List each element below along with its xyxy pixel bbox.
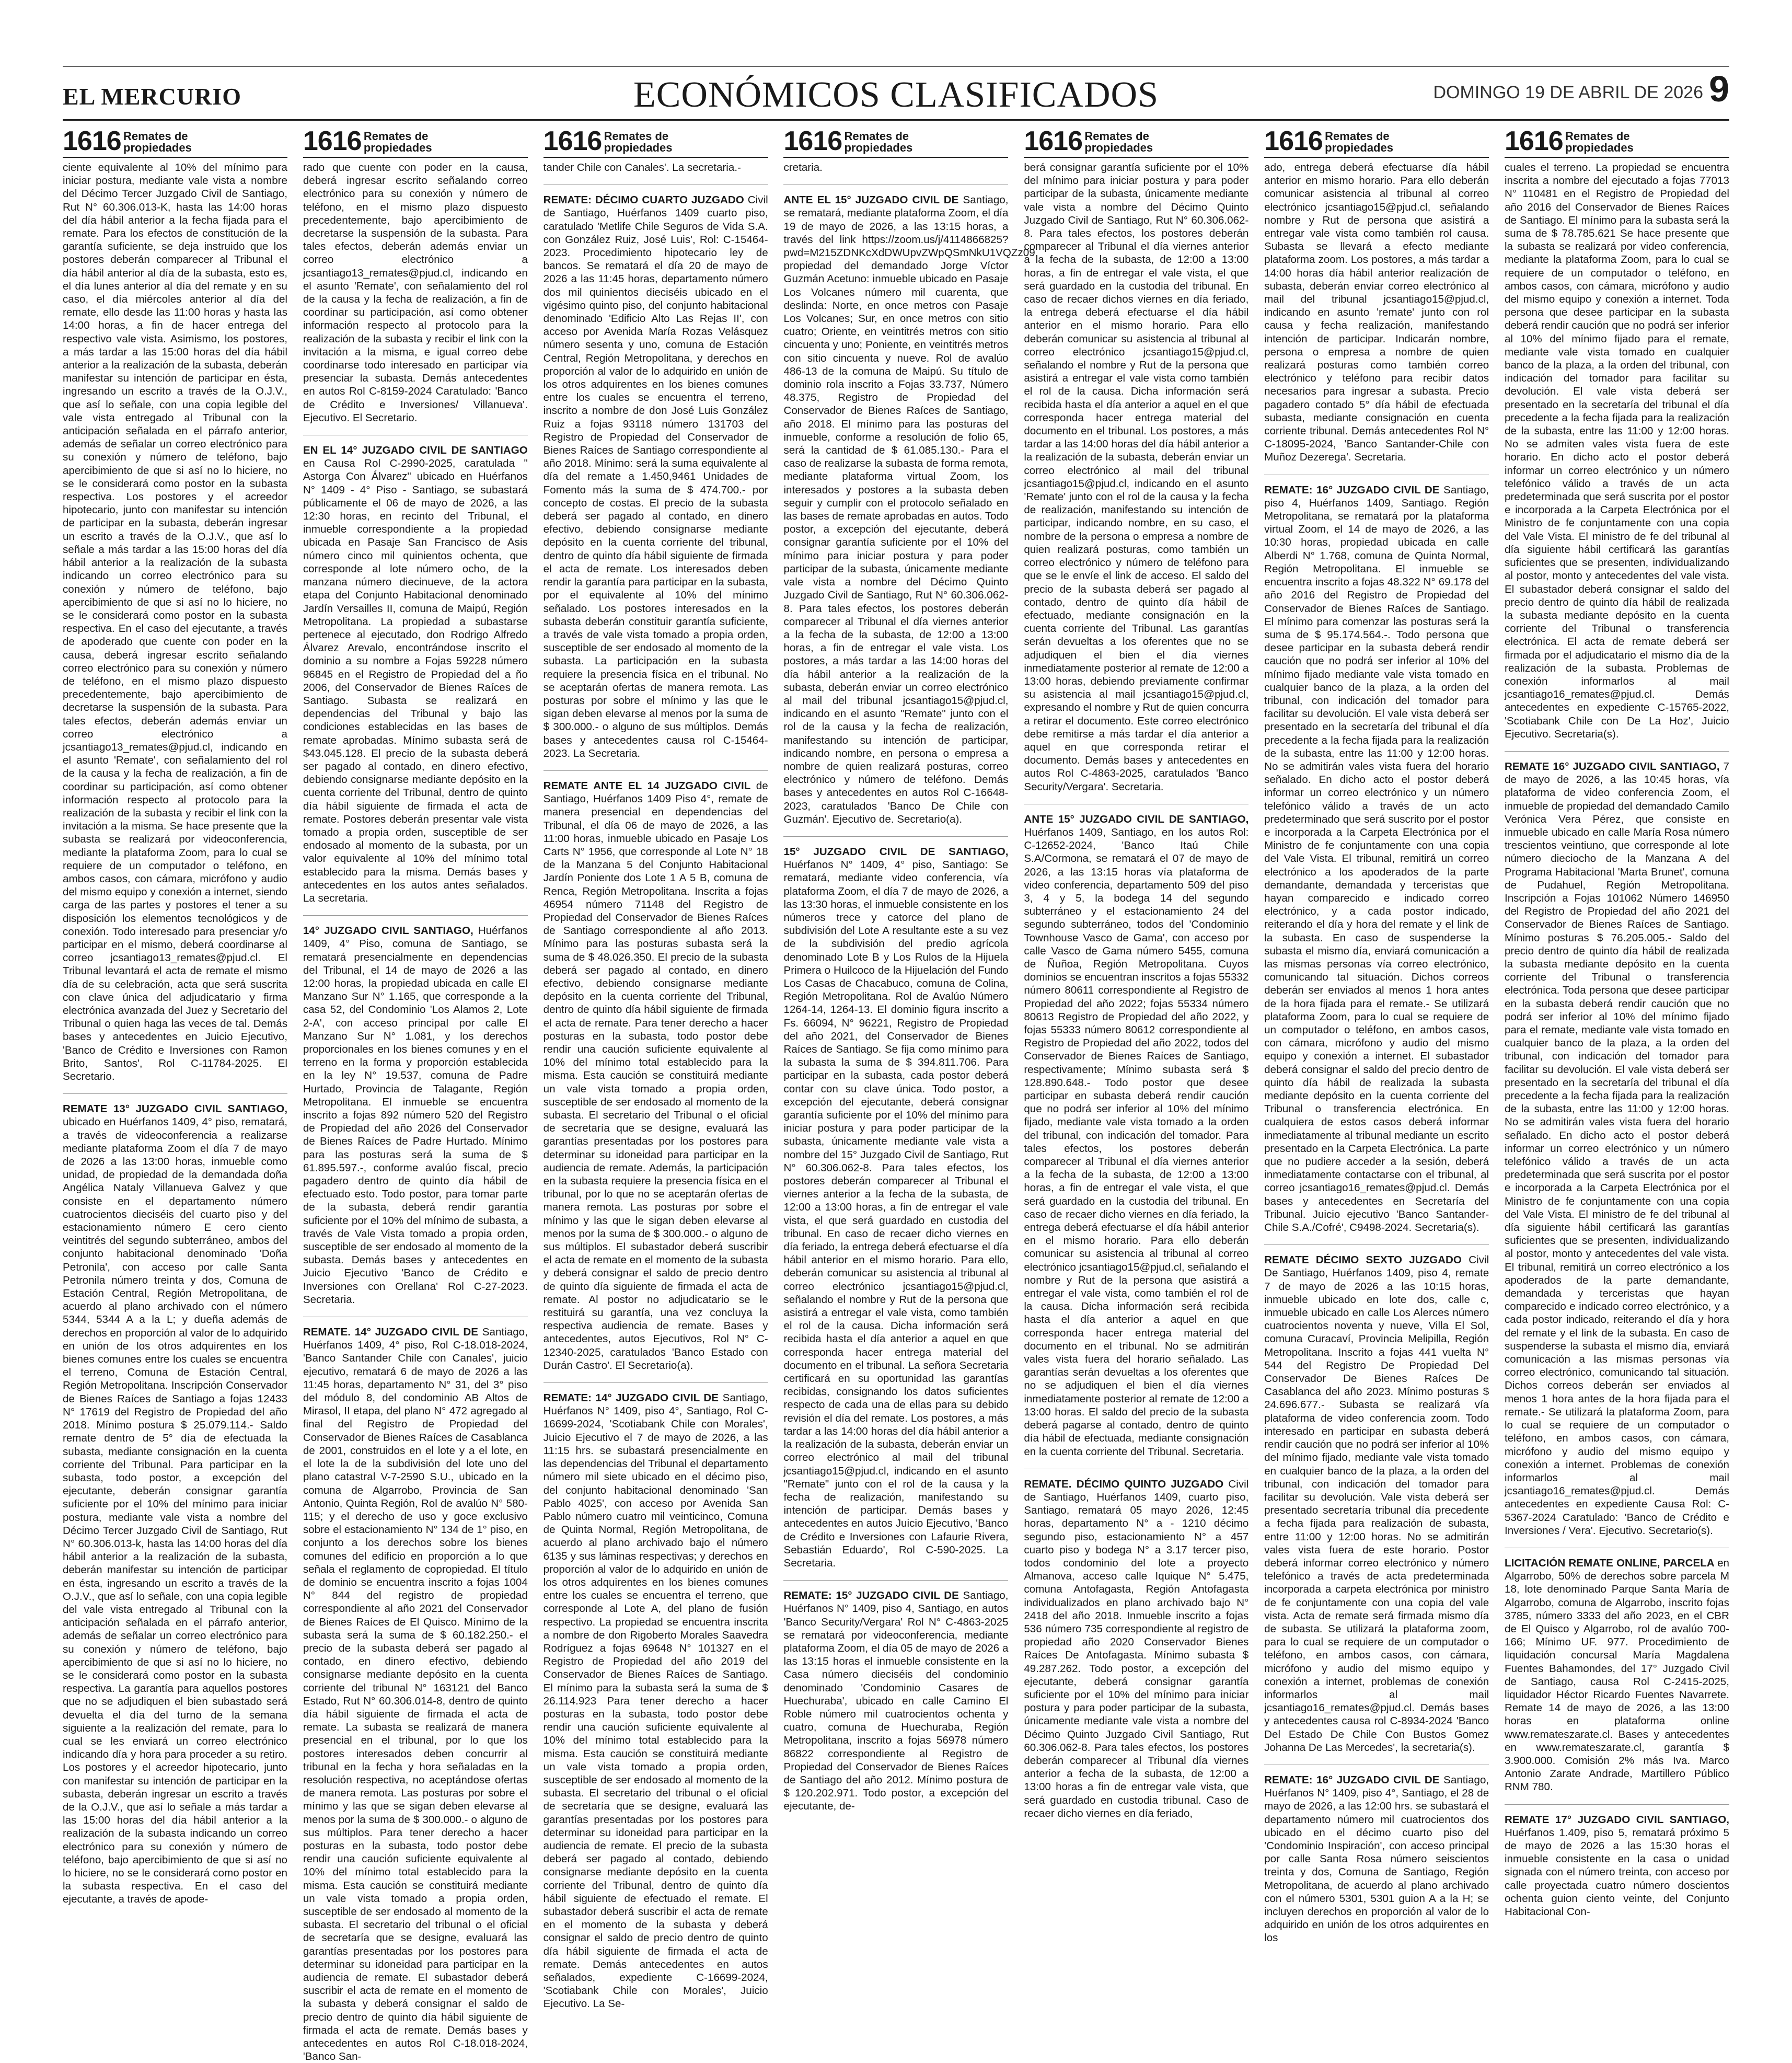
category-number: 1616	[1024, 126, 1083, 156]
classified-ad	[1505, 760, 1729, 1537]
ad-body: rado que cuente con poder en la causa, deberá ingresar escrito señalando correo electrónico para su conexión y número de teléfono, en el mismo plazo dispuesto precedentemente, bajo apercibimiento de decretarse la suspensión de la subasta. Para tales efectos, deberán además enviar un correo electrónico a jcsantiago13_remates@pjud.cl, indicando en el asunto 'Remate', con señalamiento del rol de la causa y la fecha de realización, a fin de coordinar su participación, así como obtener información respecto al protocolo para la realización de la subasta y recibir el link con la invitación a la misma, e igual correo debe coordinarse todo interesado en participar vía presenciar la subasta. Demás antecedentes en autos Rol C-8159-2024 Caratulado: 'Banco de Crédito e Inversiones/ Villanueva'. Ejecutivo. El Secretario.	[303, 162, 528, 424]
classified-ad	[1505, 1557, 1729, 1794]
ad-separator	[1264, 1244, 1489, 1245]
classified-ad	[1264, 1773, 1489, 1945]
masthead: EL MERCURIO	[63, 83, 241, 110]
ad-lead: LICITACIÓN REMATE ONLINE, PARCELA	[1504, 1557, 1718, 1569]
ad-lead: REMATE: 16° JUZGADO CIVIL DE	[1264, 1773, 1444, 1786]
ad-lead: REMATE. DÉCIMO QUINTO JUZGADO	[1024, 1478, 1229, 1490]
classified-ad	[1264, 1253, 1489, 1754]
ad-body: Civil de Santiago, Huérfanos 1409, cuarto piso, Santiago, rematará 05 mayo 2026, 12:45 horas, departamento N° a - 1210 décimo segundo piso, estacionamiento N° a 457 cuarto piso y bodega N° a 3.17 tercer piso, todos condominio del lote a proyecto Almanova, acceso calle Iquique N° 5.475, comuna Antofagasta, Región Antofagasta individualizados en plano archivado bajo N° 2418 del año 2018. Inmueble inscrito a fojas 536 número 735 correspondiente al registro de propiedad año 2020 Conservador Bienes Raíces De Antofagasta. Mínimo subasta $ 49.287.262. Todo postor, a excepción del ejecutante, deberá consignar garantía suficiente por el 10% del mínimo para iniciar postura y para poder participar de la subasta, únicamente mediante vale vista a nombre del Décimo Quinto Juzgado Civil Santiago, Rut 60.306.062-8. Para tales efectos, los postores deberán comparecer al Tribunal día viernes anterior a fecha de la subasta, de 12:00 a 13:00 horas a fin de entregar vale vista, que será guardado en custodia tribunal. Caso de recaer dicho viernes en día feriado,	[1024, 1478, 1249, 1819]
classified-column	[783, 126, 1038, 1905]
classified-column	[543, 126, 768, 2010]
ad-body: Santiago, se rematará, mediante plataforma Zoom, el día 19 de mayo de 2026, a las 13:15 horas, a través del link https://zoom.us/j/4114866825? pwd=M215ZDNKcXdDWUpvZWpQSmNkU1VQZz09, propiedad del demandado Jorge Víctor Guzmán Acetuno: inmueble ubicado en Pasaje Los Volcanes número mil cuarenta, que deslinda: Norte, en once metros con Pasaje Los Volcanes; Sur, en once metros con sitio cuatro; Oriente, en veintitrés metros con sitio cincuenta y uno; Poniente, en veintitrés metros con sitio cincuenta y nueve. Rol de avalúo 486-13 de la comuna de Maipú. Su título de dominio rola inscrito a Fojas 33.737, Número 48.375, Registro de Propiedad del Conservador de Bienes Raíces de Santiago, año 2018. El mínimo para las posturas del inmueble, conforme a resolución de folio 65, será la cantidad de $ 61.085.130.- Para el caso de realizarse la subasta de forma remota, mediante plataforma virtual Zoom, los interesados y postores a la subasta deben seguir y cumplir con el protocolo señalado en las bases de remate aprobadas en autos. Todo postor, a excepción del ejecutante, deberá consignar garantía suficiente por el 10% del mínimo para iniciar postura y para poder participar de la subasta, únicamente mediante vale vista a nombre del Décimo Quinto Juzgado Civil de Santiago, Rut N° 60.306.062-8. Para tales efectos, los postores deberán comparecer al Tribunal el día viernes anterior a la fecha de la subasta, de 12:00 a 13:00 horas, a fin de entregar el vale vista. Los postores, a más tardar a las 14:00 horas del día hábil anterior a la realización de la subasta, deberán enviar un correo electrónico al mail del tribunal jcsantiago15@pjud.cl, indicando en el asunto "Remate" junto con el rol de la causa y la fecha de realización, manifestando su intención de participar, indicando nombre, en persona o empresa a nombre de quien realizará posturas, correo electrónico y número de teléfono. Demás bases y antecedentes en autos Rol C-16648-2023, caratulados 'Banco De Chile con Guzmán'. Ejecutivo de. Secretario(a).	[783, 194, 1038, 825]
classified-ad	[1264, 483, 1489, 1235]
ad-lead: 15° JUZGADO CIVIL DE SANTIAGO,	[783, 845, 1009, 858]
ad-body: Santiago, Huérfanos N° 1409, piso 4, Santiago, en autos 'Banco Security/Vergara' Rol N° C-4863-2025 se rematará por videoconferencia, mediante plataforma Zoom, el día 05 de mayo de 2026 a las 13:15 horas el inmueble consistente en la Casa número dieciséis del condominio denominado 'Condominio Casares de Huechuraba', ubicado en calle Camino El Roble número mil cuatrocientos ochenta y cuatro, comuna de Huechuraba, Región Metropolitana, inscrito a fojas 56978 número 86822 correspondiente al Registro de Propiedad del Conservador de Bienes Raíces de Santiago del año 2012. Mínimo postura de $ 120.202.971. Todo postor, a excepción del ejecutante, de-	[783, 1589, 1009, 1813]
classified-ad	[783, 845, 1008, 1570]
ad-body: berá consignar garantía suficiente por el 10% del mínimo para iniciar postura y para poder participar de la subasta, únicamente mediante vale vista a nombre del Décimo Quinto Juzgado Civil de Santiago, Rut N° 60.306.062-8. Para tales efectos, los postores deberán comparecer al Tribunal el día viernes anterior a la fecha de la subasta, de 12:00 a 13:00 horas, a fin de entregar el vale vista, el que será guardado en la custodia del tribunal. En caso de recaer dichos viernes en día feriado, la entrega deberá efectuarse el día hábil anterior en el mismo horario. Para ello deberán comunicar su asistencia al tribunal al correo electrónico jcsantiago15@pjud.cl, señalando el nombre y Rut de la persona que asistirá a entregar el vale vista como también el rol de la causa. Dicha información será recibida hasta el día anterior a aquel en el que corresponda hacer entrega material del documento en el tribunal. Los postores, a más tardar a las 14:00 horas del día hábil anterior a la realización de la subasta, deberán enviar un correo electrónico al mail del tribunal jcsantiago15@pjud.cl, indicando en el asunto 'Remate' junto con el rol de la causa y la fecha de realización, manifestando su intención de participar, indicando nombre, en su caso, el nombre de la persona o empresa a nombre de quien realizará posturas, como también un correo electrónico y número de teléfono para que se le envíe el link de acceso. El saldo del precio de la subasta deberá ser pagado al contado, dentro de quinto día hábil de efectuado, mediante consignación en la cuenta corriente del Tribunal. Las garantías serán devueltas a los oferentes que no se adjudiquen el bien el día viernes inmediatamente posterior al remate de 12:00 a 13:00 horas, debiendo previamente confirmar su asistencia al mail jcsantiago15@pjud.cl, expresando el nombre y Rut de quien concurra a retirar el documento. Este correo electrónico debe remitirse a más tardar el día anterior a aquel en que corresponda retirar el documento. Demás bases y antecedentes en autos Rol C-4863-2025, caratulados 'Banco Security/Vergara'. Secretaria.	[1024, 162, 1249, 793]
ad-separator	[1505, 751, 1729, 752]
ad-body: Civil De Santiago, Huérfanos 1409, piso 4, remate 7 de mayo de 2026 a las 10:15 horas, inmueble ubicado en lote dos, calle c, inmueble ubicado en calle Los Alerces número cuatrocientos noventa y nueve, Villa El Sol, comuna Curacaví, Provincia Melipilla, Región Metropolitana. Inscrito a fojas 441 vuelta N° 544 del Registro De Propiedad Del Conservador De Bienes Raíces De Casablanca del año 2023. Mínimo posturas $ 24.696.677.- Subasta se realizará vía plataforma de video conferencia zoom. Todo interesado en participar en subasta deberá rendir caución que no podrá ser inferior al 10% del mínimo fijado, mediante vale vista tomado en cualquier banco de la plaza, a la orden del tribunal, con indicación del tomador para facilitar su devolución. Vale vista deberá ser presentado secretaría tribunal día precedente a fecha fijada para realización de subasta, entre 11:00 y 12:00 horas. No se admitirán vales vista fuera de este horario. Postor deberá informar correo electrónico y número telefónico a través de acta predeterminada incorporada a carpeta electrónica por ministro de fe conjuntamente con una copia del vale vista. Acta de remate será firmada mismo día de subasta. Se utilizará la plataforma zoom, para lo cual se requiere de un computador o teléfono, en ambos casos, con cámara, micrófono y audio del mismo equipo y conexión a internet, problemas de conexión informarlos al mail jcsantiago16_remates@pjud.cl. Demás bases y antecedentes causa rol C-8934-2024 'Banco Del Estado De Chile Con Bustos Gomez Johanna De Las Mercedes', la secretaria(s).	[1264, 1254, 1489, 1754]
classified-column	[1264, 126, 1489, 1944]
classified-column	[1024, 128, 1248, 1905]
classifieds-columns	[63, 126, 1729, 2063]
category-title: Remates de propiedades	[1325, 130, 1393, 154]
classified-ad	[783, 193, 1038, 826]
ad-lead: REMATE ANTE EL 14 JUZGADO CIVIL	[543, 779, 756, 792]
category-title: Remates de propiedades	[1565, 130, 1634, 154]
classified-ad	[544, 1391, 768, 2011]
ad-body: cuales el terreno. La propiedad se encuentra inscrita a nombre del ejecutado a fojas 77013 N° 110481 en el Registro de Propiedad del año 2016 del Conservador de Bienes Raíces de Santiago. El mínimo para la subasta será la suma de $ 78.785.621 Se hace presente que la subasta se realizará por video conferencia, mediante la plataforma Zoom, para lo cual se requiere de un computador o teléfono, en ambos casos, con cámara, micrófono y audio del mismo equipo y conexión a internet. Toda persona que desee participar en la subasta deberá rendir caución que no podrá ser inferior al 10% del mínimo fijado para el remate, mediante vale vista tomado en cualquier banco de la plaza, a la orden del tribunal, con indicación del tomador para facilitar su devolución. El vale vista deberá ser presentado en la secretaría del tribunal el día precedente a la fecha fijada para la realización de la subasta, entre las 11:00 y 12:00 horas. No se admiten vales vista fuera de este horario. En dicho acto el postor deberá informar un correo electrónico y un número telefónico válido a través de un acta predeterminada que será suscrita por el postor e incorporada a la Carpeta Electrónica por el Ministro de fe conjuntamente con una copia del Vale Vista. El ministro de fe del tribunal al día siguiente hábil certificará las garantías suficientes que se presenten, individualizando al postor, monto y antecedentes del vale vista. El subastador deberá consignar el saldo del precio dentro de quinto día hábil de realizada la subasta mediante depósito en la cuenta corriente del Tribunal o transferencia electrónica. El acta de remate deberá ser firmada por el adjudicatario el mismo día de la realización de la subasta. Problemas de conexión informarlos al mail jcsantiago16_remates@pjud.cl. Demás antecedentes en expediente C-15765-2022, 'Scotiabank Chile con De La Hoz', Juicio Ejecutivo. Secretaria(s).	[1504, 162, 1729, 740]
classified-ad	[303, 924, 528, 1306]
page-header	[63, 62, 1729, 124]
ad-lead: REMATE: DÉCIMO CUARTO JUZGADO	[543, 194, 748, 206]
classified-ad	[303, 444, 528, 905]
category-heading	[63, 128, 287, 158]
ad-lead: REMATE 13° JUZGADO CIVIL SANTIAGO,	[63, 1103, 287, 1115]
ad-lead: REMATE 17° JUZGADO CIVIL SANTIAGO,	[1504, 1813, 1729, 1826]
category-heading	[544, 128, 768, 158]
classified-ad	[1505, 1813, 1729, 1919]
ad-body: Huérfanos 1409, 4° Piso, comuna de Santiago, se rematará presencialmente en dependencias del Tribunal, el 14 de mayo de 2026 a las 12:00 horas, la propiedad ubicada en calle El Manzano Sur N° 1.165, que corresponde a la casa 52, del Condominio 'Los Alamos 2, Lote 2-A', con acceso principal por calle El Manzano Sur N° 1.081, y los derechos proporcionales en los bienes comunes y en el terreno en la forma y proporción establecida en la ley N° 19.537, comuna de Padre Hurtado, Provincia de Talagante, Región Metropolitana. El inmueble se encuentra inscrito a fojas 892 número 520 del Registro de Propiedad del año 2026 del Conservador de Bienes Raíces de Padre Hurtado. Mínimo para las posturas será la suma de $ 61.895.597.-, conforme avalúo fiscal, precio pagadero dentro de quinto día hábil de efectuado esto. Todo postor, para tomar parte de la subasta, deberá rendir garantía suficiente por el 10% del mínimo de subasta, a través de Vale Vista tomado a propia orden, susceptible de ser endosado al momento de la subasta. Demás bases y antecedentes en Juicio Ejecutivo 'Banco de Crédito e Inversiones con Orellana' Rol C-27-2023. Secretaria.	[303, 925, 528, 1306]
category-number: 1616	[543, 126, 602, 156]
ad-body: Santiago, piso 4, Huérfanos 1409, Santiago. Región Metropolitana, se rematará por la plataforma virtual Zoom, el 14 de mayo de 2026, a las 10:30 horas, propiedad ubicada en calle Alberdi N° 1.768, comuna de Quinta Normal, Región Metropolitana. El inmueble se encuentra inscrito a fojas 48.322 N° 69.178 del año 2016 del Registro de Propiedad del Conservador de Bienes Raíces de Santiago. El mínimo para comenzar las posturas será la suma de $ 95.174.564.-. Todo persona que desee participar en la subasta deberá rendir caución que no podrá ser inferior al 10% del mínimo fijado mediante vale vista tomado en cualquier banco de la plaza, a la orden del tribunal, con indicación del tomador para facilitar su devolución. El vale vista deberá ser presentado en la secretaría del tribunal el día precedente a la fecha fijada para la realización de la subasta, entre las 11:00 y 12:00 horas. No se admitirán vales vista fuera del horario señalado. En dicho acto el postor deberá informar un correo electrónico y un número telefónico válido a través de un acto predeterminado que será suscrito por el postor e incorporada a la Carpeta Electrónica por el Ministro de fe conjuntamente con una copia del Vale Vista. El tribunal, remitirá un correo electrónico a los apoderados de la parte demandante, demandada y terceristas que hayan comparecido e indicado correo electrónico, y a cada postor indicado, reiterando el día y hora del remate y el link de la subasta. En caso de suspenderse la subasta el mismo día, enviará comunicación a las mismas personas vía correo electrónico, comunicando tal situación. Dichos correos deberán ser enviados al menos 1 hora antes de la hora fijada para el remate.- Se utilizará plataforma Zoom, para lo cual se requiere de un computador o teléfono, en ambos casos, con cámara, micrófono y audio del mismo equipo y conexión a internet. El subastador deberá consignar el saldo del precio dentro de quinto día hábil de realizada la subasta mediante depósito en la cuenta corriente del Tribunal o transferencia electrónica. En cualquiera de estos casos deberá informar inmediatamente al tribunal mediante un escrito presentado en la Carpeta Electrónica. La parte que no pudiere acceder a la sesión, deberá inmediatamente contactarse con el tribunal, al correo jcsantiago16_remates@pjud.cl. Demás bases y antecedentes en Secretaría del Tribunal. Juicio ejecutivo 'Banco Santander- Chile S.A./Cofré', C9498-2024. Secretaria(s).	[1264, 483, 1489, 1234]
ad-body: cretaria.	[783, 162, 823, 174]
ad-separator	[783, 836, 1008, 837]
ad-lead: REMATE 16° JUZGADO CIVIL SANTIAGO,	[1504, 760, 1724, 773]
classified-ad	[303, 161, 528, 424]
ad-body: ado, entrega deberá efectuarse día hábil anterior en mismo horario. Para ello deberán comunicar asistencia al tribunal al correo electrónico jcsantiago15@pjud.cl, señalando nombre y Rut de persona que asistirá a entregar vale vista como también rol causa. Subasta se llevará a efecto mediante plataforma zoom. Los postores, a más tardar a 14:00 horas día hábil anterior realización de subasta, deberán enviar correo electrónico al mail del tribunal jcsantiago15@pjud.cl, indicando en asunto 'remate' junto con rol causa y fecha realización, manifestando intención de participar. Indicarán nombre, persona o empresa a nombre de quien realizará posturas como también correo electrónico y teléfono para recibir datos necesarios para ingresar a subasta. Precio pagadero contado 5° día hábil de efectuada subasta, mediante consignación en cuenta corriente tribunal. Demás antecedentes Rol N° C-18095-2024, 'Banco Santander-Chile con Muñoz Dezerega'. Secretaria.	[1264, 162, 1489, 464]
ad-separator	[544, 1382, 768, 1383]
category-title: Remates de propiedades	[604, 130, 673, 154]
category-title: Remates de propiedades	[844, 130, 913, 154]
ad-lead: REMATE: 14° JUZGADO CIVIL DE	[543, 1392, 723, 1404]
classified-ad	[1024, 161, 1248, 793]
category-number: 1616	[63, 126, 121, 156]
category-heading	[1024, 128, 1248, 158]
ad-body: Civil de Santiago, Huérfanos 1409 cuarto piso, caratulado 'Metlife Chile Seguros de Vida S.A. con González Ruiz, José Luis', Rol: C-15464-2023. Procedimiento hipotecario ley de bancos. Se rematará el día 20 de mayo de 2026 a las 11:45 horas, departamento número dos mil quinientos dieciséis ubicado en el vigésimo quinto piso, del conjunto habitacional denominado 'Edificio Alto Las Rejas II', con acceso por Avenida María Rozas Velásquez número sesenta y uno, comuna de Estación Central, Región Metropolitana, y derechos en proporción al valor de lo adquirido en unión de los otros adquirentes en los bienes comunes entre los cuales se encuentra el terreno, inscrito a nombre de don José Luis González Ruiz a fojas 93118 número 131703 del Registro de Propiedad del Conservador de Bienes Raíces de Santiago correspondiente al año 2018. Mínimo: será la suma equivalente al día del remate a 1.450,9461 Unidades de Fomento más la suma de $ 474.700.- por concepto de costas. El precio de la subasta deberá ser pagado al contado, en dinero efectivo, debiendo consignarse mediante depósito en la cuenta corriente del tribunal, dentro de quinto día hábil siguiente de firmada el acta de remate. Los interesados deben rendir la garantía para participar en la subasta, por el equivalente al 10% del mínimo señalado. Los postores interesados en la subasta deberán constituir garantía suficiente, a través de vale vista tomado a propia orden, susceptible de ser endosado al momento de la subasta. La participación en la subasta requiere la presencia física en el tribunal. No se aceptarán ofertas de manera remota. Las posturas por sobre el mínimo y las que le sigan deben elevarse al menos por la suma de $ 300.000.- o alguno de sus múltiplos. Demás bases y antecedentes causa rol C-15464-2023. La Secretaria.	[543, 194, 768, 759]
ad-separator	[303, 915, 528, 916]
classified-ad	[303, 1326, 528, 2063]
ad-body: Huérfanos 1409, Santiago, en los autos Rol: C-12652-2024, 'Banco Itaú Chile S.A/Cormona, se rematará el 07 de mayo de 2026, a las 13:15 horas vía plataforma de video conferencia, departamento 509 del piso 3, 4 y 5, la bodega 14 del segundo subterráneo y el estacionamiento 24 del segundo subterráneo, todos del 'Condominio Townhouse Vasco de Gama', con acceso por calle Vasco de Gama número 5455, comuna de Ñuñoa, Región Metropolitana. Cuyos dominios se encuentran inscritos a fojas 55332 número 80611 correspondiente al Registro de Propiedad del año 2022; fojas 55334 número 80613 Registro de Propiedad del año 2022, y fojas 55333 número 80612 correspondiente al Registro de Propiedad del año 2022, todos del Conservador de Bienes Raíces de Santiago, respectivamente; Mínimo subasta será $ 128.890.648.- Todo postor que desee participar en subasta deberá rendir caución que no podrá ser inferior al 10% del mínimo fijado, mediante vale vista tomado a la orden del tribunal, con indicación del tomador. Para tales efectos, los postores deberán comparecer al Tribunal el día viernes anterior a la fecha de la subasta, de 12:00 a 13:00 horas, a fin de entregar el vale vista, el que será guardado en la custodia del tribunal. En caso de recaer dicho viernes en día feriado, la entrega deberá efectuarse el día hábil anterior en el mismo horario. Para ello deberán comunicar su asistencia al tribunal al correo electrónico jcsantiago15@pjud.cl, señalando el nombre y Rut de la persona que asistirá a entregar el vale vista, como también el rol de la causa. Dicha información será recibida hasta el día anterior a aquel en que corresponda hacer entrega material del documento en el tribunal. No se admitirán vales vista fuera del horario señalado. Las garantías serán devueltas a los oferentes que no se adjudiquen el bien el día viernes inmediatamente posterior al remate de 12:00 a 13:00 horas. El saldo del precio de la subasta deberá pagarse al contado, dentro de quinto día hábil de efectuada, mediante consignación en la cuenta corriente del Tribunal. Secretaria.	[1024, 826, 1249, 1458]
ad-separator	[63, 1093, 287, 1094]
classified-ad	[1024, 1478, 1248, 1820]
ad-body: ubicado en Huérfanos 1409, 4° piso, rematará, a través de videoconferencia a realizarse mediante plataforma Zoom el día 7 de mayo de 2026 a las 13:00 horas, inmueble como unidad, de propiedad de la demandada doña Angélica Nataly Villanueva Galvez y que consiste en el departamento número cuatrocientos dieciséis del cuarto piso y del estacionamiento número E cero ciento veintitrés del segundo subterráneo, ambos del conjunto habitacional denominado 'Doña Petronila', con acceso por calle Santa Petronila número treinta y dos, Comuna de Estación Central, Región Metropolitana, de acuerdo al plano archivado con el número 5344, 5344 A a la L; y dueña además de derechos en proporción al valor de lo adquirido en unión de los otros adquirentes en los bienes comunes entre los cuales se encuentra el terreno, Comuna de Estación Central, Región Metropolitana. Inscripción Conservador de Bienes Raíces de Santiago a fojas 12433 N° 17619 del Registro de Propiedad del año 2018. Mínimo postura $ 25.079.114.- Saldo remate dentro de 5° día de efectuada la subasta, mediante consignación en la cuenta corriente del Tribunal. Para participar en la subasta, todo postor, a excepción del ejecutante, deberán consignar garantía suficiente por el 10% del mínimo para iniciar postura, mediante vale vista a nombre del Décimo Tercer Juzgado Civil de Santiago, Rut N° 60.306.013-k, hasta las 14:00 horas del día hábil anterior a la realización de la subasta, deberán manifestar su intención de participar en ésta, ingresando un escrito a través de la O.J.V., que así lo señale, con una copia legible del vale vista entregado al Tribunal con la anticipación señalada en el párrafo anterior, además de señalar un correo electrónico para su conexión y número de teléfono, bajo apercibimiento de que si así no lo hiciere, no se le considerará como postor en la subasta respectiva. La garantía para aquellos postores que no se adjudiquen el bien subastado será devuelta el día del turno de la semana siguiente a la realización del remate, para lo cual se les enviará un correo electrónico indicando día y hora para proceder a su retiro. Los postores y el acreedor hipotecario, junto con manifestar su intención de participar en la subasta, deberán ingresar un escrito a través de la O.J.V., que así lo señale a más tardar a las 15:00 horas del día hábil anterior a la realización de la subasta indicando un correo electrónico para su conexión y número de teléfono, bajo apercibimiento de que si así no lo hiciere, no se le considerará como postor en la subasta respectiva. En el caso del ejecutante, a través de apode-	[63, 1116, 287, 1906]
category-title: Remates de propiedades	[1084, 130, 1153, 154]
ad-body: ciente equivalente al 10% del mínimo para iniciar postura, mediante vale vista a nombre del Décimo Tercer Juzgado Civil de Santiago, Rut N° 60.306.013-K, hasta las 14:00 horas del día hábil anterior a la fecha fijada para el remate. Para los efectos de constitución de la garantía suficiente, se deja instruido que los postores deberán comparecer al Tribunal el día hábil anterior al día de la subasta, esto es, el día lunes anterior al día del remate y en su caso, el día miércoles anterior al día del remate, ello desde las 11:00 horas y hasta las 14:00 horas, a fin de hacer entrega del respectivo vale vista. Asimismo, los postores, a más tardar a las 15:00 horas del día hábil anterior a la realización de la subasta, deberán manifestar su intención de participar en ésta, ingresando un escrito a través de la O.J.V., que así lo señale, con una copia legible del vale vista entregado al Tribunal con la anticipación señalada en el párrafo anterior, además de señalar un correo electrónico para su conexión y número de teléfono, bajo apercibimiento de que si así no lo hiciere, no se le considerará como postor en la subasta respectiva. Los postores y el acreedor hipotecario, junto con manifestar su intención de participar en la subasta, deberán ingresar un escrito a través de la O.J.V., que así lo señale a más tardar a las 15:00 horas del día hábil anterior a la realización de la subasta indicando un correo electrónico para su conexión y número de teléfono, bajo apercibimiento de que si así no lo hiciere, no se le considerará como postor en la subasta respectiva. En el caso del ejecutante, a través de apoderado que cuente con poder en la causa, deberá ingresar escrito señalando correo electrónico para su conexión y número de teléfono, en el mismo plazo dispuesto precedentemente, bajo apercibimiento de decretarse la suspensión de la subasta. Para tales efectos, deberán además enviar un correo electrónico a jcsantiago13_remates@pjud.cl, indicando en el asunto 'Remate', con señalamiento del rol de la causa y la fecha de realización, a fin de coordinar su participación, así como obtener información respecto al protocolo para la realización de la subasta y recibir el link con la invitación a la misma. Se hace presente que la subasta se realizará por videoconferencia, mediante la plataforma Zoom, para lo cual se requiere de un computador o teléfono, en ambos casos, con cámara, micrófono y audio del mismo equipo y conexión a internet, siendo carga de las partes y postores el tener a su disposición los elementos tecnológicos y de conexión. Todo interesado para presenciar y/o participar en el mismo, deberá coordinarse al correo jcsantiago13_remates@pjud.cl. El Tribunal levantará el acta de remate el mismo día de su celebración, acta que será suscrita con clave única del adjudicatario y firma electrónica avanzada del Juez y Secretario del Tribunal o quien haga las veces de tal. Demás bases y antecedentes en Juicio Ejecutivo, 'Banco de Crédito e Inversiones con Ramon Brito, Santos', Rol C-11784-2025. El Secretario.	[63, 162, 287, 1083]
category-number: 1616	[1264, 126, 1323, 156]
classified-ad	[63, 161, 287, 1083]
category-title: Remates de propiedades	[123, 130, 192, 154]
classified-column	[63, 128, 287, 1905]
category-number: 1616	[783, 126, 842, 156]
classified-ad	[63, 1102, 287, 1906]
ad-lead: REMATE: 16° JUZGADO CIVIL DE	[1264, 483, 1444, 496]
header-bottom-rule	[63, 119, 1729, 121]
classified-ad	[1024, 813, 1248, 1458]
ad-lead: ANTE 15° JUZGADO CIVIL DE SANTIAGO,	[1024, 813, 1249, 825]
category-heading	[1264, 128, 1489, 158]
ad-body: Santiago, Huérfanos N° 1409, piso 4°, Santiago, el 28 de mayo de 2026, a las 12:00 hrs. se subastará el departamento número mil cuatrocientos dos ubicado en el décimo cuarto piso del 'Condominio Inspiración', con acceso principal por calle Santa Rosa número seiscientos treinta y dos, Comuna de Santiago, Región Metropolitana, de acuerdo al plano archivado con el número 5301, 5301 guion A a la H; se incluyen derechos en proporción al valor de lo adquirido en unión de los otros adquirentes en los	[1264, 1773, 1489, 1944]
section-title: ECONÓMICOS CLASIFICADOS	[633, 75, 1159, 115]
classified-ad	[1264, 161, 1489, 464]
ad-lead: REMATE. 14° JUZGADO CIVIL DE	[303, 1326, 482, 1339]
page-number: 9	[1709, 68, 1729, 109]
classified-ad	[544, 779, 768, 1372]
category-number: 1616	[303, 126, 362, 156]
ad-lead: EN EL 14° JUZGADO CIVIL DE SANTIAGO	[303, 444, 528, 457]
ad-body: en Algarrobo, 50% de derechos sobre parcela M 18, lote denominado Parque Santa María de Algarrobo, comuna de Algarrobo, inscrito fojas 3785, número 3333 del año 2023, en el CBR de El Quisco y Algarrobo, rol de avalúo 700-166; Mínimo UF. 977. Procedimiento de liquidación concursal María Magdalena Fuentes Bahamondes, del 17° Juzgado Civil de Santiago, causa Rol C-2415-2025, liquidador Héctor Ricardo Fuentes Navarrete. Remate 14 de mayo de 2026, a las 13:00 horas en plataforma online www.remateszarate.cl. Bases y antecedentes en www.remateszarate.cl, garantía $ 3.900.000. Comisión 2% más Iva. Marco Antonio Zarate Andrade, Martillero Público RNM 780.	[1504, 1557, 1729, 1793]
ad-lead: REMATE: 15° JUZGADO CIVIL DE	[783, 1589, 963, 1602]
ad-separator	[783, 1580, 1008, 1581]
ad-separator	[544, 770, 768, 771]
issue-date: DOMINGO 19 DE ABRIL DE 2026	[1433, 83, 1703, 102]
classified-ad	[544, 193, 768, 760]
ad-lead: 14° JUZGADO CIVIL SANTIAGO,	[303, 925, 478, 937]
ad-body: 7 de mayo de 2026, a las 10:45 horas, vía plataforma de video conferencia Zoom, el inmueble de propiedad del demandado Camilo Verónica Vera Pérez, que consiste en inmueble ubicado en calle María Rosa número trescientos veintiuno, que corresponde al lote número dieciocho de la Manzana A del Programa Habitacional 'Marta Brunet', comuna de Pudahuel, Región Metropolitana. Inscripción a Fojas 101062 Número 146950 del Registro de Propiedad del año 2021 del Conservador de Bienes Raíces de Santiago. Mínimo posturas $ 76.205.005.- Saldo del precio dentro de quinto día hábil de realizada la subasta mediante depósito en la cuenta corriente del Tribunal o transferencia electrónica. Toda persona que desee participar en la subasta deberá rendir caución que no podrá ser inferior al 10% del mínimo fijado para el remate, mediante vale vista tomado en cualquier banco de la plaza, a la orden del tribunal, con indicación del tomador para facilitar su devolución. El vale vista deberá ser presentado en la secretaría del tribunal el día precedente a la fecha fijada para la realización de la subasta, entre las 11:00 y 12:00 horas. No se admitirán vales vista fuera del horario señalado. En dicho acto el postor deberá informar un correo electrónico y un número telefónico válido a través de un acta predeterminada que será suscrita por el postor e incorporada a la Carpeta Electrónica por el Ministro de fe conjuntamente con una copia del Vale Vista. El ministro de fe del tribunal al día siguiente hábil certificará las garantías suficientes que se presenten, individualizando al postor, monto y antecedentes del vale vista. El tribunal, remitirá un correo electrónico a los apoderados de la parte demandante, demandada y terceristas que hayan comparecido e indicado correo electrónico, y a cada postor indicado, reiterando el día y hora del remate y el link de la subasta. En caso de suspenderse la subasta el mismo día, enviará comunicación a las mismas personas vía correo electrónico, comunicando tal situación. Dichos correos deberán ser enviados al menos 1 hora antes de la hora fijada para el remate.- Se utilizará la plataforma Zoom, para lo cual se requiere de un computador o teléfono, en ambos casos, con cámara, micrófono y audio del mismo equipo y conexión a internet. Problemas de conexión informarlos al mail jcsantiago16_remates@pjud.cl. Demás antecedentes en expediente Causa Rol: C-5367-2024 Caratulado: 'Banco de Crédito e Inversiones / Vera'. Ejecutivo. Secretario(s).	[1504, 760, 1729, 1537]
ad-lead: REMATE DÉCIMO SEXTO JUZGADO	[1264, 1254, 1469, 1266]
classified-column	[303, 126, 528, 2063]
classified-ad	[1505, 161, 1729, 741]
classified-ad	[783, 161, 1008, 174]
category-number: 1616	[1504, 126, 1563, 156]
ad-body: en Causa Rol C-2990-2025, caratulada " Astorga Con Álvarez" ubicado en Huérfanos N° 1409 - 4° Piso - Santiago, se subastará públicamente el 06 de mayo de 2026, a las 12:30 horas, en recinto del Tribunal, el inmueble correspondiente a la propiedad ubicada en Pasaje San Francisco de Asis número cinco mil quinientos ochenta, que corresponde al lote número ocho, de la manzana número diecinueve, de la actora etapa del Conjunto Habitacional denominado Jardín Versailles II, comuna de Maipú, Región Metropolitana. La propiedad a subastarse pertenece al ejecutado, don Rodrigo Alfredo Álvarez Arevalo, encontrándose inscrito el dominio a su nombre a Fojas 59228 número 96845 en el Registro de Propiedad del a ño 2006, del Conservador de Bienes Raíces de Santiago. Subasta se realizará en dependencias del Tribunal y bajo las condiciones establecidas en las bases de remate aprobadas. Mínimo subasta será de $43.045.128. El precio de la subasta deberá ser pagado al contado, en dinero efectivo, debiendo consignarse mediante depósito en la cuenta corriente del Tribunal, dentro de quinto día hábil siguiente de firmada el acta de remate. Postores deberán presentar vale vista tomado a propia orden, susceptible de ser endosado al momento de la subasta, por un valor equivalente al 10% del mínimo total establecido para la misma. Demás bases y antecedentes en los autos antes señalados. La secretaria.	[303, 457, 528, 904]
ad-body: Santiago, Huérfanos 1409, 4° piso, Rol C-18.018-2024, 'Banco Santander Chile con Canales', juicio ejecutivo, rematará 6 de mayo de 2026 a las 11:45 horas, departamento N° 31, del 3° piso del módulo 8, del condominio AB Altos de Mirasol, II etapa, del plano N° 472 agregado al final del Registro de Propiedad del Conservador de Bienes Raíces de Casablanca de 2001, construidos en el lote y a el lote, en el lote la de la subdivisión del lote uno del plano catastral V-7-2590 S.U., ubicado en la comuna de Algarrobo, Provincia de San Antonio, Quinta Región, Rol de avalúo N° 580-115; y el derecho de uso y goce exclusivo sobre el estacionamiento N° 134 de 1° piso, en conjunto a los derechos sobre los bienes comunes del edificio en proporción a lo que señala el reglamento de copropiedad. El título de dominio se encuentra inscrito a fojas 1004 N° 844 del registro de propiedad correspondiente al año 2021 del Conservador de Bienes Raíces de El Quisco. Mínimo de la subasta será la suma de $ 60.182.250.- el precio de la subasta deberá ser pagado al contado, en dinero efectivo, debiendo consignarse mediante depósito en la cuenta corriente del tribunal N° 163121 del Banco Estado, Rut N° 60.306.014-8, dentro de quinto día hábil siguiente de firmada el acta de remate. La subasta se realizará de manera presencial en el tribunal, por lo que los postores interesados deben concurrir al tribunal en la fecha y hora señaladas en la resolución respectiva, no aceptándose ofertas de manera remota. Las posturas por sobre el mínimo y las que se sigan deben elevarse al menos por la suma de $ 300.000.- o alguno de sus múltiplos. Para tener derecho a hacer posturas en la subasta, todo postor debe rendir una caución suficiente equivalente al 10% del mínimo total establecido para la misma. Esta caución se constituirá mediante un vale vista tomado a propia orden, susceptible de ser endosado al momento de la subasta. El secretario del tribunal o el oficial de secretaría que se designe, evaluará las garantías presentadas por los postores para determinar su idoneidad para participar en la audiencia de remate. El subastador deberá suscribir el acta de remate en el momento de la subasta y deberá consignar el saldo de precio dentro de quinto día hábil siguiente de firmada el acta de remate. Demás bases y antecedentes en autos Rol C-18.018-2024, 'Banco San-	[303, 1326, 528, 2063]
category-heading	[783, 128, 1008, 158]
ad-body: de Santiago, Huérfanos 1409 Piso 4°, remate de manera presencial en dependencias del Tribunal, el día 06 de mayo de 2026, a las 11:00 horas, inmueble ubicado en Pasaje Los Carts N° 1956, que corresponde al Lote N° 18 de la Manzana 5 del Conjunto Habitacional Jardín Poniente dos Lote 1 A 5 B, comuna de Renca, Región Metropolitana. Inscrita a fojas 46954 número 71148 del Registro de Propiedad del Conservador de Bienes Raíces de Santiago correspondiente al año 2013. Mínimo para las posturas subasta será la suma de $ 48.026.350. El precio de la subasta deberá ser pagado al contado, en dinero efectivo, debiendo consignarse mediante depósito en la cuenta corriente del Tribunal, dentro de quinto día hábil siguiente de firmada el acta de remate. Para tener derecho a hacer posturas en la subasta, todo postor debe rendir una caución suficiente equivalente al 10% del mínimo total establecido para la misma. Esta caución se constituirá mediante un vale vista tomado a propia orden, susceptible de ser endosado al momento de la subasta. El secretario del Tribunal o el oficial de secretaría que se designe, evaluará las garantías presentadas por los postores para determinar su idoneidad para participar en la audiencia de remate. Además, la participación en la subasta requiere la presencia física en el tribunal, por lo que no se aceptarán ofertas de manera remota. Las posturas por sobre el mínimo y las que le sigan deben elevarse al menos por la suma de $ 300.000.- o alguno de sus múltiplos. El subastador deberá suscribir el acta de remate en el momento de la subasta y deberá consignar el saldo de precio dentro de quinto día siguiente de firmada el acta de remate. Al postor no adjudicatario se le restituirá su garantía, una vez concluya la respectiva audiencia de remate. Bases y antecedentes, autos Ejecutivos, Rol N° C-12340-2025, caratulados 'Banco Estado con Durán Castro'. El Secretario(a).	[543, 779, 768, 1372]
ad-body: Santiago, Huérfanos N° 1409, piso 4°, Santiago, Rol C-16699-2024, 'Scotiabank Chile con Morales', Juicio Ejecutivo el 7 de mayo de 2026, a las 11:15 hrs. se subastará presencialmente en las dependencias del Tribunal el departamento número mil siete ubicado en el décimo piso, del conjunto habitacional denominado 'San Pablo 4025', con acceso por Avenida San Pablo número cuatro mil veinticinco, Comuna de Quinta Normal, Región Metropolitana, de acuerdo al plano archivado bajo el número 6135 y sus láminas respectivas; y derechos en proporción al valor de lo adquirido en unión de los otros adquirentes en los bienes comunes entre los cuales se encuentra el terreno, que corresponde al Lote A, del plano de fusión respectivo. La propiedad se encuentra inscrita a nombre de don Rigoberto Morales Saavedra Rodríguez a fojas 69648 N° 101327 en el Registro de Propiedad del año 2019 del Conservador de Bienes Raíces de Santiago. El mínimo para la subasta será la suma de $ 26.114.923 Para tener derecho a hacer posturas en la subasta, todo postor debe rendir una caución suficiente equivalente al 10% del mínimo total establecido para la misma. Esta caución se constituirá mediante un vale vista tomado a propia orden, susceptible de ser endosado al momento de la subasta. El secretario del tribunal o el oficial de secretaría que se designe, evaluará las garantías presentadas por los postores para determinar su idoneidad para participar en la audiencia de remate. El precio de la subasta deberá ser pagado al contado, debiendo consignarse mediante depósito en la cuenta corriente del Tribunal, dentro de quinto día hábil siguiente de efectuado el remate. El subastador deberá suscribir el acta de remate en el momento de la subasta y deberá consignar el saldo de precio dentro de quinto día hábil siguiente de firmada el acta de remate. Demás antecedentes en autos señalados, expediente C-16699-2024, 'Scotiabank Chile con Morales', Juicio Ejecutivo. La Se-	[543, 1392, 768, 2010]
header-top-rule	[63, 66, 1729, 67]
category-title: Remates de propiedades	[363, 130, 432, 154]
category-heading	[1505, 128, 1729, 158]
ad-lead: ANTE EL 15° JUZGADO CIVIL DE	[783, 194, 963, 206]
classified-ad	[544, 161, 768, 174]
ad-separator	[1505, 1804, 1729, 1805]
ad-body: Huérfanos 1.409, piso 5, rematará próximo 5 de mayo de 2026 a las 15:30 horas el inmueble consistente en la casa o unidad signada con el número treinta, con acceso por calle proyectada cuatro número doscientos ochenta guion ciento veinte, del Conjunto Habitacional Con-	[1504, 1826, 1729, 1918]
ad-body: tander Chile con Canales'. La secretaria.-	[543, 162, 741, 174]
classified-column	[1504, 126, 1729, 1918]
ad-body: Huérfanos N° 1409, 4° piso, Santiago: Se rematará, mediante video conferencia, vía plataforma Zoom, el día 7 de mayo de 2026, a las 13:30 horas, el inmueble consistente en los números trece y catorce del plano de subdivisión del Lote A resultante este a su vez de la subdivisión del predio agrícola denominado Lote B y Los Rulos de la Hijuela Primera o Huilcoco de la Hijuelación del Fundo Los Casas de Chacabuco, comuna de Colina, Región Metropolitana. Rol de Avalúo Número 1264-14, 1264-13. El dominio figura inscrito a Fs. 66094, N° 96221, Registro de Propiedad del año 2021, del Conservador de Bienes Raíces de Santiago. Se fija como mínimo para la subasta la suma de $ 394.811.706. Para participar en la subasta, cada postor deberá contar con su clave única. Todo postor, a excepción del ejecutante, deberá consignar garantía suficiente por el 10% del mínimo para iniciar postura y para poder participar de la subasta, únicamente mediante vale vista a nombre del 15° Juzgado Civil de Santiago, Rut N° 60.306.062-8. Para tales efectos, los postores deberán comparecer al Tribunal el viernes anterior a la fecha de la subasta, de 12:00 a 13:00 horas, a fin de entregar el vale vista, el que será guardado en custodia del tribunal. En caso de recaer dicho viernes en día feriado, la entrega deberá efectuarse el día hábil anterior en el mismo horario. Para ello, deberán comunicar su asistencia al tribunal al correo electrónico jcsantiago15@pjud.cl, señalando el nombre y Rut de la persona que asistirá a entregar el vale vista, como también el rol de la causa. Dicha información será recibida hasta el día anterior a aquel en que corresponda hacer entrega material del documento en el tribunal. La señora Secretaria certificará en su oportunidad las garantías recibidas, consignando los datos suficientes respecto de cada una de ellas para su debido revisión el día del remate. Los postores, a más tardar a las 14:00 horas del día hábil anterior a la realización de la subasta, deberán enviar un correo electrónico al mail del tribunal jcsantiago15@pjud.cl, indicando en el asunto "Remate" junto con el rol de la causa y la fecha de realización, manifestando su intención de participar. Demás bases y antecedentes en autos Juicio Ejecutivo, 'Banco de Crédito e Inversiones con Lafaurie Rivera, Sebastián Eduardo', Rol C-590-2025. La Secretaria.	[783, 859, 1009, 1569]
classified-ad	[783, 1589, 1008, 1813]
category-heading	[303, 128, 528, 158]
